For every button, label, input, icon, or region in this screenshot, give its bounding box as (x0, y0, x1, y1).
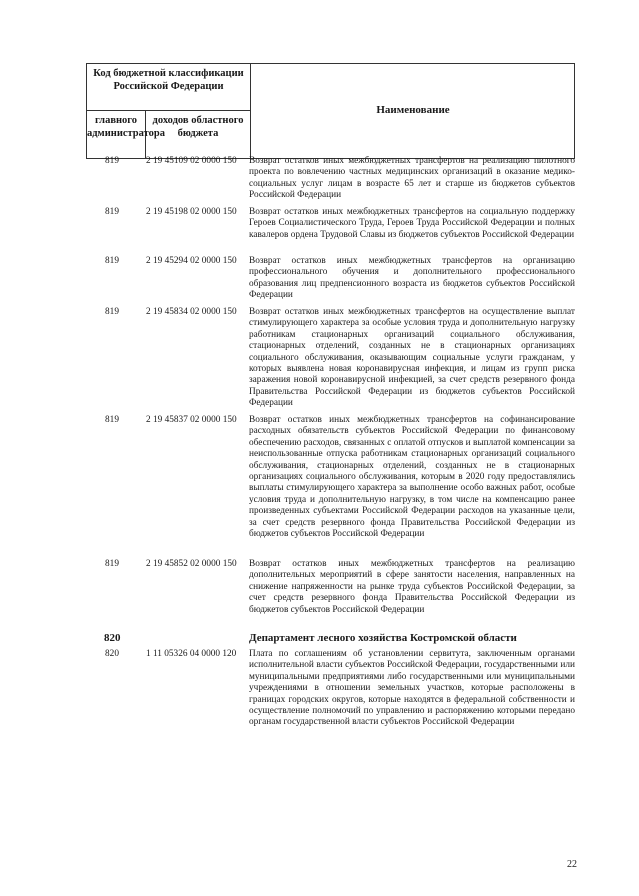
admin-code: 819 (105, 256, 119, 266)
budget-code: 2 19 45837 02 0000 150 (146, 415, 237, 425)
header-admin: главного администратора (87, 115, 165, 139)
admin-code: 819 (105, 307, 119, 317)
budget-code: 2 19 45852 02 0000 150 (146, 559, 237, 569)
page-number: 22 (567, 859, 577, 870)
admin-code: 819 (105, 207, 119, 217)
row-description: Возврат остатков иных межбюджетных трансфертов на софинансирование расходных обязательств субъектов Российской Федерации по финансовому обеспечению расходов, связанных с оплатой отпусков и выплатой компенсации за неиспользованные отпуска работникам стационарных организаций социального обслуживания, стационарных отделений, созданных не в стационарных организациях социального обслуживания, которым в 2020 году предоставлялись выплаты стимулирующего характера за выполнение особо важных работ, особые условия труда и дополнительную нагрузку, в том числе на компенсацию ранее произведенных субъектами Российской Федерации расходов на указанные цели, за счет средств резервного фонда Правительства Российской Федерации из бюджетов субъектов Российской Федерации (249, 415, 575, 540)
row-description: Возврат остатков иных межбюджетных трансфертов на реализацию дополнительных мероприятий в сфере занятости населения, направленных на снижение напряженности на рынке труда субъектов Российской Федерации, за счет средств резервного фонда Правительства Российской Федерации из бюджетов субъектов Российской Федерации (249, 559, 575, 615)
header-code-group: Код бюджетной классификации Российской Федерации (93, 68, 244, 92)
budget-code: 2 19 45294 02 0000 150 (146, 256, 237, 266)
row-description: Возврат остатков иных межбюджетных трансфертов на социальную поддержку Героев Социалистического Труда, Героев Труда Российской Федерации и полных кавалеров ордена Трудовой Славы из бюджетов субъектов Российской Федерации (249, 207, 575, 240)
budget-code: 2 19 45834 02 0000 150 (146, 307, 237, 317)
header-income: доходов областного бюджета (152, 115, 244, 139)
admin-code: 819 (105, 156, 119, 166)
table-header (86, 63, 575, 159)
header-name: Наименование (376, 104, 450, 116)
department-code: 820 (104, 632, 121, 644)
budget-code: 1 11 05326 04 0000 120 (146, 649, 237, 659)
row-description: Плата по соглашениям об установлении сервитута, заключенным органами исполнительной власти субъектов Российской Федерации, государственными или муниципальными предприятиями либо государственными или муниципальными учреждениями в отношении земельных участков, которые расположены в границах городских округов, которые находятся в федеральной собственности и осуществление полномочий по управлению и распоряжению которыми передано органам государственной власти субъектов Российской Федерации (249, 649, 575, 728)
row-description: Возврат остатков иных межбюджетных трансфертов на организацию профессионального обучения и дополнительного профессионального образования лиц предпенсионного возраста из бюджетов субъектов Российской Федерации (249, 256, 575, 301)
admin-code: 819 (105, 415, 119, 425)
department-name: Департамент лесного хозяйства Костромской области (249, 632, 517, 644)
row-description: Возврат остатков иных межбюджетных трансфертов на реализацию пилотного проекта по вовлечению частных медицинских организаций в оказание медико-социальных услуг лицам в возрасте 65 лет и старше из бюджетов субъектов Российской Федерации (249, 156, 575, 201)
row-description: Возврат остатков иных межбюджетных трансфертов на осуществление выплат стимулирующего характера за особые условия труда и дополнительную нагрузку работникам стационарных организаций социального обслуживания, стационарных отделений, созданных не в стационарных организациях социального обслуживания, оказывающим социальные услуги гражданам, у которых выявлена новая коронавирусная инфекция, и лицам из групп риска заражения новой коронавирусной инфекцией, за счет средств резервного фонда Правительства Российской Федерации из бюджетов субъектов Российской Федерации (249, 307, 575, 409)
budget-code: 2 19 45198 02 0000 150 (146, 207, 237, 217)
admin-code: 820 (105, 649, 119, 659)
budget-code: 2 19 45109 02 0000 150 (146, 156, 237, 166)
admin-code: 819 (105, 559, 119, 569)
